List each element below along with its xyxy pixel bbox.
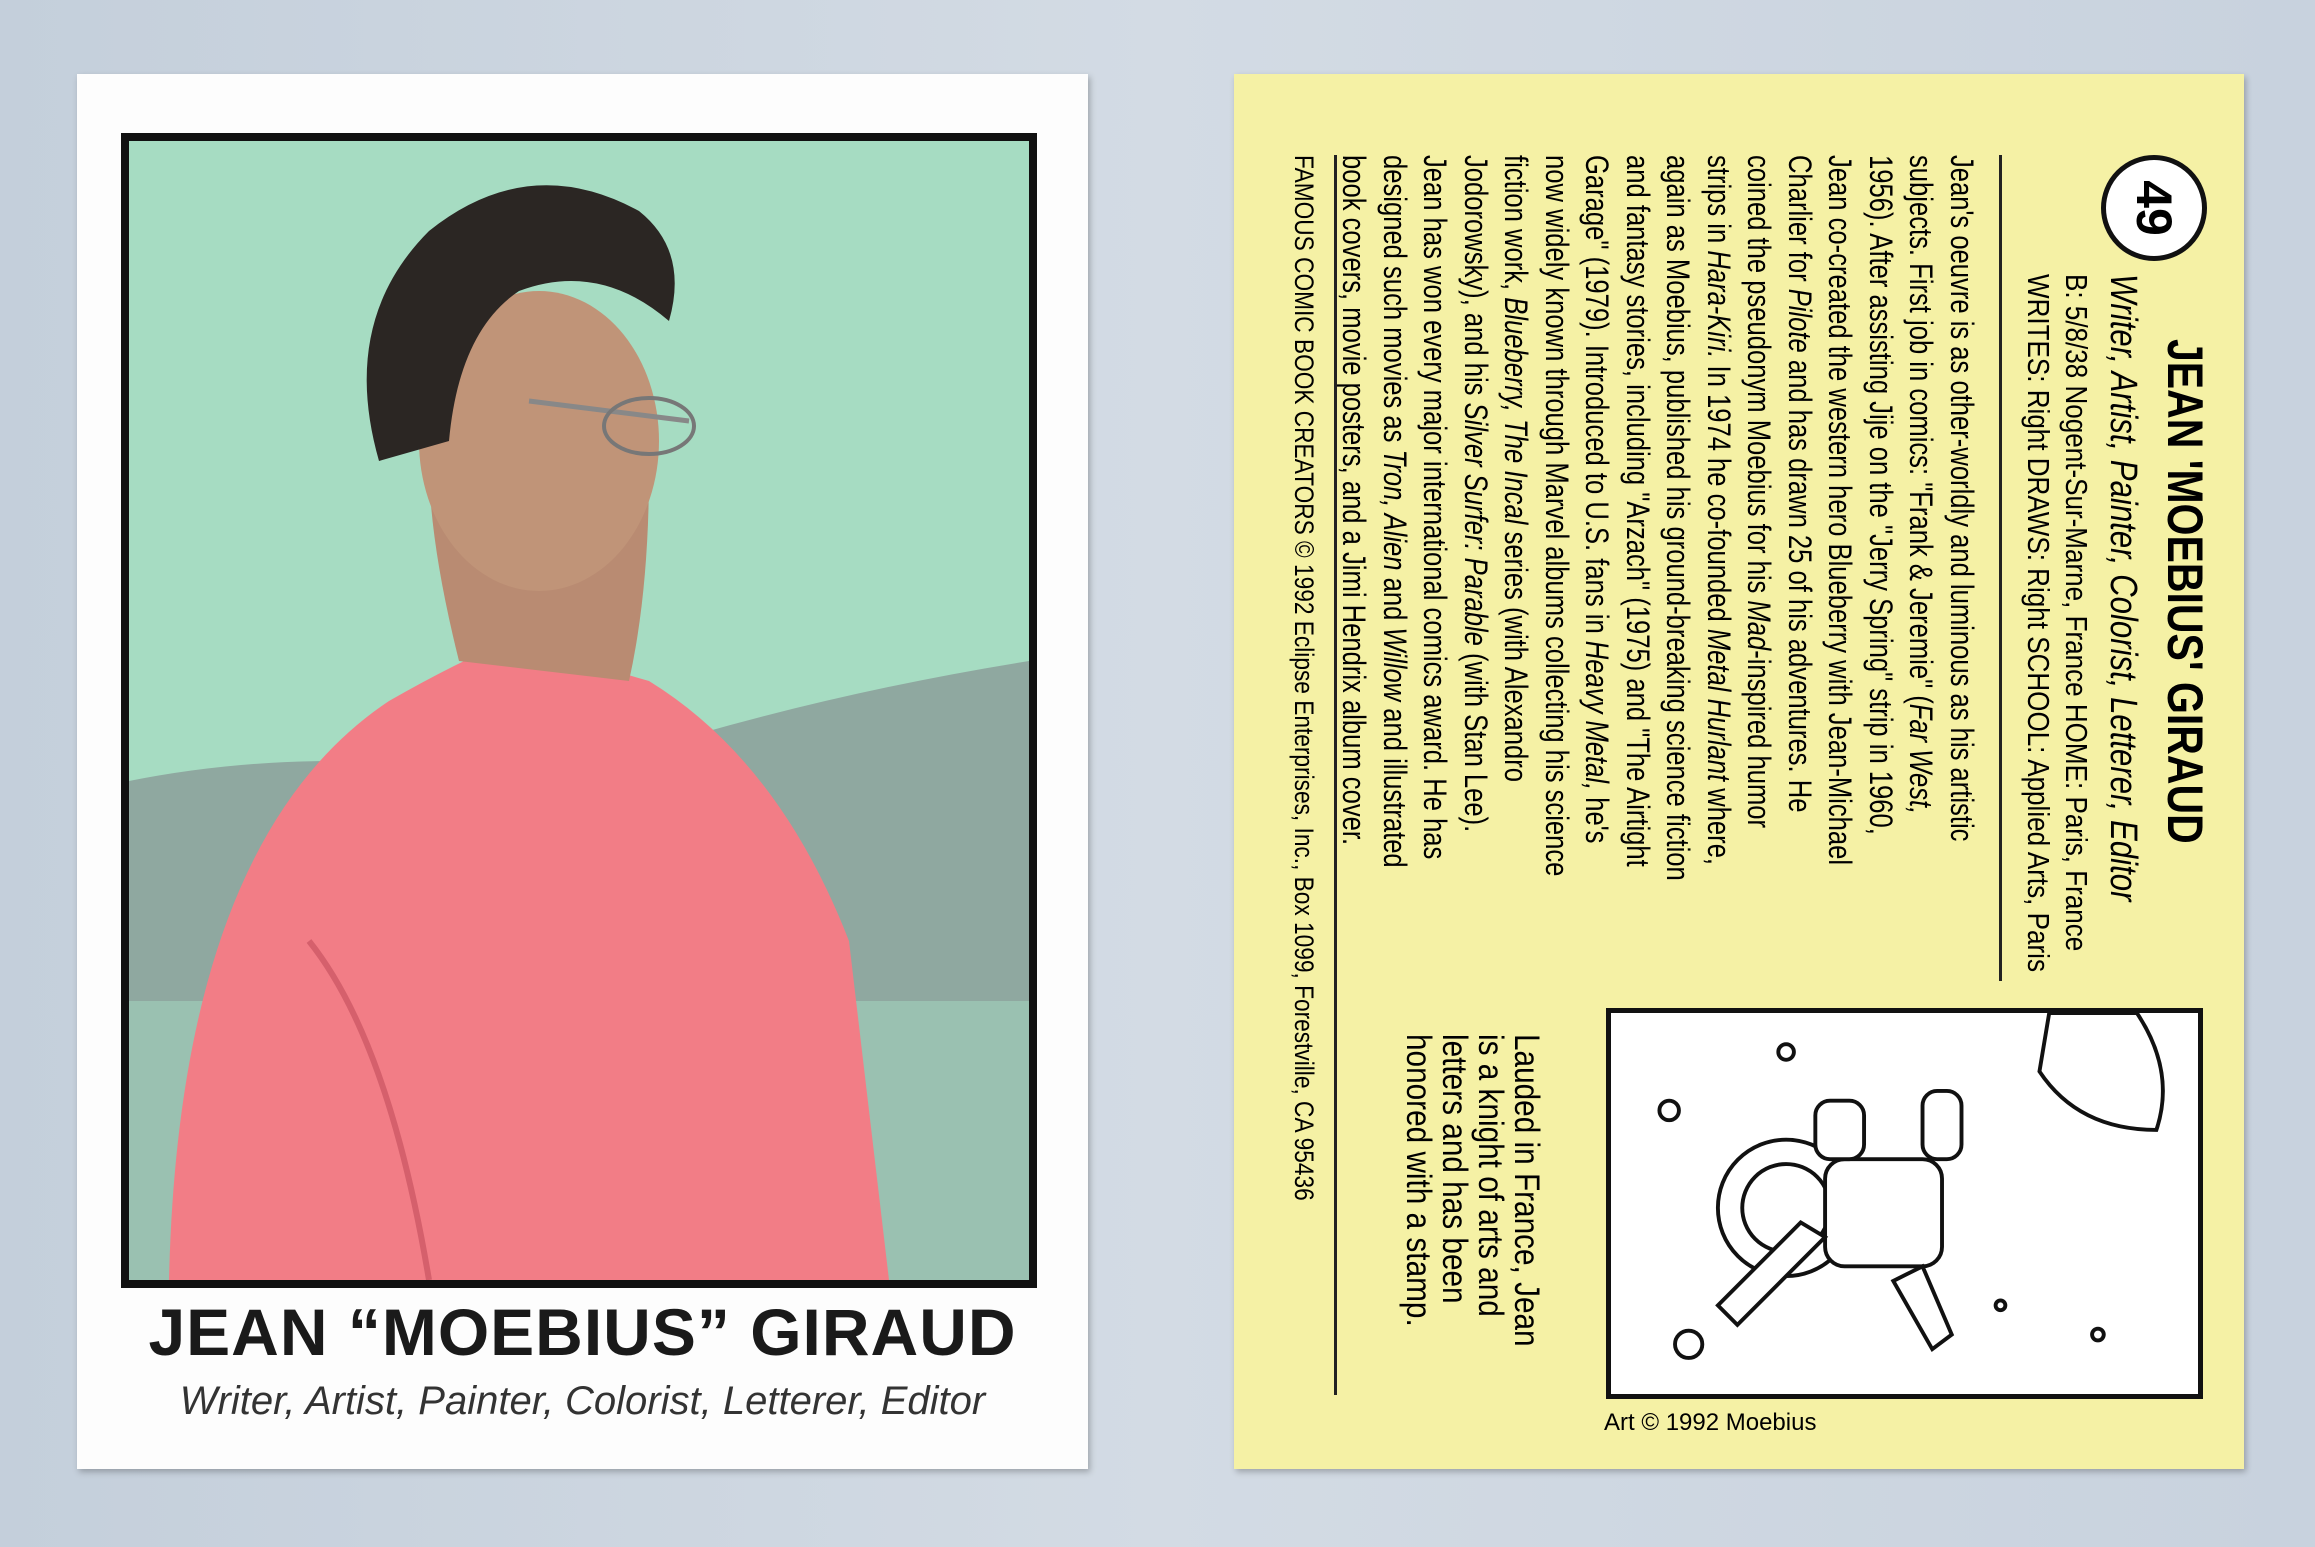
bio-line bbox=[1942, 155, 1983, 842]
bio-line bbox=[1699, 155, 1740, 866]
born-line: B: 5/8/38 Nogent-Sur-Marne, France HOME: Paris, France bbox=[2059, 274, 2094, 952]
bio-italic-title: Tron, Alien bbox=[1377, 449, 1413, 571]
bio-line bbox=[1618, 155, 1659, 867]
bio-text-segment: 1956). After assisting Jije on the "Jerry Spring" strip in 1960, bbox=[1863, 155, 1899, 835]
bio-text-segment: he's bbox=[1579, 790, 1616, 844]
bio-text-segment: fiction work, bbox=[1498, 155, 1535, 298]
bio-italic-title: Metal Hurlant bbox=[1701, 628, 1737, 782]
bio-text-segment: and bbox=[1377, 570, 1413, 628]
bio-text-segment: where, bbox=[1701, 781, 1737, 866]
writes-line: WRITES: Right DRAWS: Right SCHOOL: Applied Arts, Paris bbox=[2021, 274, 2056, 972]
bio-text-segment: In 1974 he co-founded bbox=[1701, 358, 1737, 629]
bio-text-segment: coined the pseudonym Moebius for his bbox=[1741, 155, 1778, 601]
bio-line bbox=[1780, 155, 1821, 819]
bio-line bbox=[1537, 155, 1578, 877]
bio-text-segment: -inspired humor bbox=[1741, 650, 1778, 829]
bio-italic-title: Silver Surfer: Parable bbox=[1458, 402, 1494, 646]
bio-text-segment: and has drawn 25 of his adventures. He bbox=[1782, 352, 1818, 813]
card-number-badge: 49 bbox=[2101, 155, 2207, 261]
bio-text-segment: designed such movies as bbox=[1377, 155, 1413, 450]
portrait-photo bbox=[121, 133, 1037, 1288]
lauded-text bbox=[1400, 1034, 1544, 1414]
back-title: JEAN 'MOEBIUS' GIRAUD bbox=[2157, 339, 2213, 844]
bio-text-segment: Jean's oeuvre is as other-worldly and luminous as his artistic bbox=[1944, 155, 1980, 842]
bio-text-segment: Jean co-created the western hero Blueberry with Jean-Michael bbox=[1822, 155, 1859, 866]
bio-text bbox=[1334, 155, 1982, 985]
back-rotated-content bbox=[1234, 74, 2244, 1469]
bio-italic-title: Mad bbox=[1741, 600, 1778, 651]
bio-text-segment: and illustrated bbox=[1377, 701, 1413, 868]
bio-text-segment: subjects. First job in comics: "Frank & Jeremie" ( bbox=[1903, 155, 1940, 704]
bio-text-segment: again as Moebius, published his ground-breaking science fiction bbox=[1660, 155, 1697, 881]
bio-italic-title: Heavy Metal, bbox=[1579, 640, 1616, 791]
bio-line bbox=[1861, 155, 1902, 835]
bio-line bbox=[1820, 155, 1861, 866]
bio-line bbox=[1496, 155, 1537, 819]
art-credit: Art © 1992 Moebius bbox=[1604, 1409, 1817, 1436]
footer-divider bbox=[1334, 155, 1337, 1395]
front-name-title: JEAN “MOEBIUS” GIRAUD bbox=[148, 1295, 1017, 1369]
bio-italic-title: Blueberry, The Incal bbox=[1498, 297, 1535, 525]
bio-italic-title: Willow bbox=[1377, 627, 1413, 702]
bio-line bbox=[1456, 155, 1497, 833]
lauded-line: Lauded in France, Jean bbox=[1507, 1034, 1546, 1347]
bio-text-segment: and fantasy stories, including "Arzach" (1975) and "The Airtight bbox=[1620, 155, 1656, 867]
front-card bbox=[77, 74, 1088, 1469]
bio-text-segment: Jodorowsky), and his bbox=[1458, 155, 1494, 403]
bio-text-segment: book covers, movie posters, and a Jimi Hendrix album cover. bbox=[1336, 155, 1373, 846]
copyright-footer: FAMOUS COMIC BOOK CREATORS © 1992 Eclipse Enterprises, Inc., Box 1099, Forestville, CA 95436 bbox=[1289, 155, 1319, 1201]
bio-text-segment: strips in bbox=[1701, 155, 1737, 251]
bio-italic-title: Hara-Kiri. bbox=[1701, 250, 1737, 359]
bio-line bbox=[1901, 155, 1942, 819]
bio-italic-title: Pilote bbox=[1782, 288, 1818, 353]
bio-line bbox=[1334, 155, 1375, 846]
bio-text-segment: Jean has won every major international comics award. He has bbox=[1417, 155, 1454, 860]
bio-text-segment: series (with Alexandro bbox=[1498, 524, 1535, 782]
bio-text-segment: (with Stan Lee). bbox=[1458, 645, 1494, 833]
bio-text-segment: Garage" (1979). Introduced to U.S. fans in bbox=[1579, 155, 1616, 641]
bio-line bbox=[1375, 155, 1416, 868]
moebius-artwork bbox=[1606, 1008, 2203, 1399]
back-card bbox=[1234, 74, 2244, 1469]
bio-text-segment: Charlier for bbox=[1782, 155, 1818, 289]
lauded-line: is a knight of arts and bbox=[1471, 1034, 1510, 1317]
bio-italic-title: Far West, bbox=[1903, 703, 1940, 815]
back-subtitle: Writer, Artist, Painter, Colorist, Letterer, Editor bbox=[2102, 274, 2144, 902]
bio-text-segment: now widely known through Marvel albums collecting his science bbox=[1539, 155, 1575, 877]
bio-line bbox=[1739, 155, 1780, 829]
lauded-line: letters and has been bbox=[1435, 1034, 1474, 1304]
bio-line bbox=[1415, 155, 1456, 860]
header-divider bbox=[1999, 155, 2002, 981]
bio-line bbox=[1658, 155, 1699, 881]
front-roles: Writer, Artist, Painter, Colorist, Letterer, Editor bbox=[179, 1379, 986, 1423]
lauded-line: honored with a stamp. bbox=[1399, 1034, 1438, 1327]
bio-line bbox=[1577, 155, 1618, 844]
